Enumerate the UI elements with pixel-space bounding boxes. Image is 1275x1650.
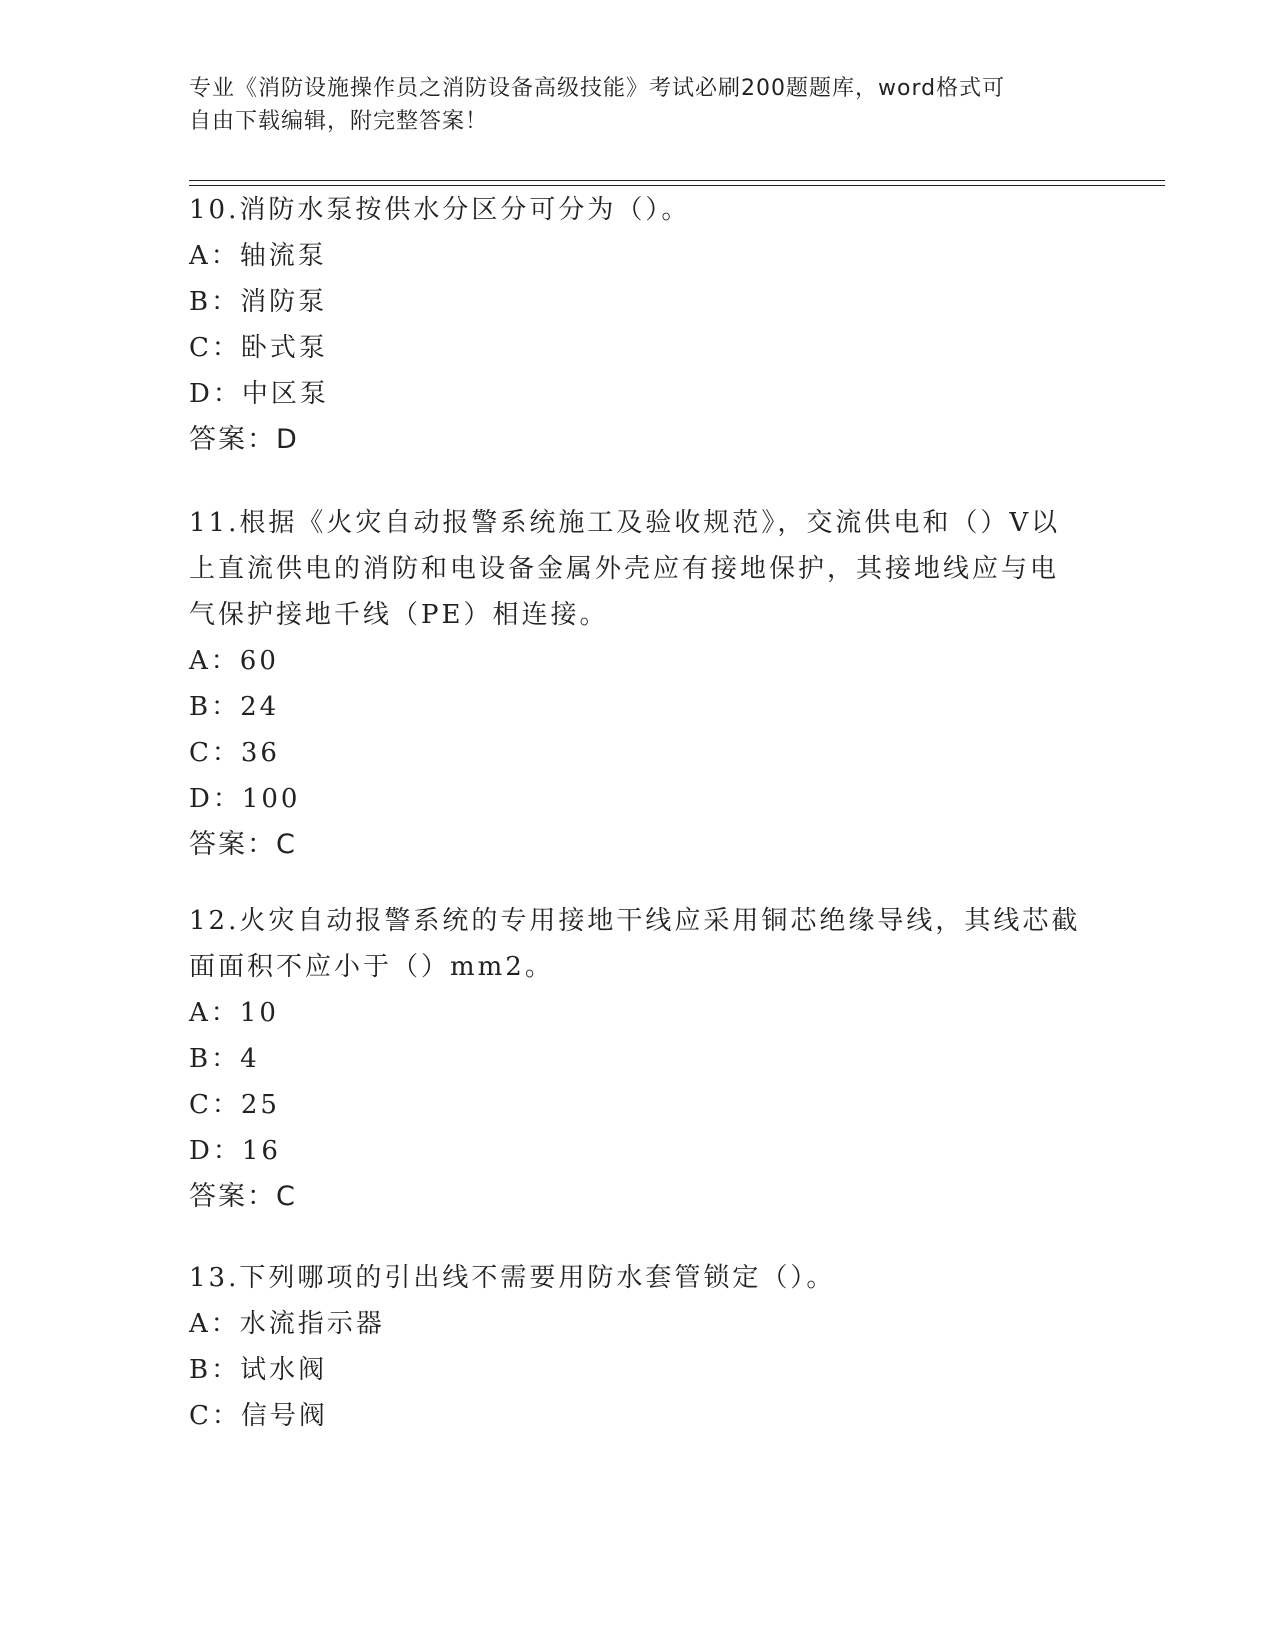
question-stem-line: 面面积不应小于（）mm2。: [189, 952, 554, 982]
header-rule-bottom: [189, 185, 1165, 186]
question-stem-line: 气保护接地千线（PE）相连接。: [189, 600, 609, 630]
option-b: B：24: [189, 692, 280, 722]
question-10: [189, 187, 1089, 463]
question-11: [189, 500, 1089, 868]
question-12: [189, 898, 1089, 1220]
question-stem-line: 上直流供电的消防和电设备金属外壳应有接地保护，其接地线应与电: [189, 554, 1060, 584]
option-b: B：试水阀: [189, 1355, 328, 1385]
option-c: C：卧式泵: [189, 333, 328, 363]
answer-label: 答案：C: [189, 829, 297, 860]
question-stem-line: 12.火灾自动报警系统的专用接地干线应采用铜芯绝缘导线，其线芯截: [189, 906, 1081, 936]
header-line-2: 自由下载编辑，附完整答案！: [189, 109, 489, 134]
option-a: A：轴流泵: [189, 241, 327, 271]
document-header: [189, 72, 1089, 138]
option-a: A：60: [189, 646, 279, 676]
header-rule-top: [189, 180, 1165, 181]
option-b: B：消防泵: [189, 287, 328, 317]
answer-label: 答案：D: [189, 424, 299, 455]
option-b: B：4: [189, 1044, 260, 1074]
question-stem-line: 11.根据《火灾自动报警系统施工及验收规范》，交流供电和（）V以: [189, 508, 1061, 538]
option-d: D：16: [189, 1136, 281, 1166]
option-c: C：25: [189, 1090, 280, 1120]
option-a: A：10: [189, 998, 279, 1028]
question-stem-line: 13.下列哪项的引出线不需要用防水套管锁定（）。: [189, 1263, 836, 1293]
answer-label: 答案：C: [189, 1181, 297, 1212]
option-c: C：信号阀: [189, 1401, 328, 1431]
option-c: C：36: [189, 738, 280, 768]
option-d: D：100: [189, 784, 301, 814]
question-13: [189, 1255, 1089, 1439]
option-d: D：中区泵: [189, 379, 329, 409]
option-a: A：水流指示器: [189, 1309, 385, 1339]
question-stem-line: 10.消防水泵按供水分区分可分为（）。: [189, 195, 691, 225]
header-line-1: 专业《消防设施操作员之消防设备高级技能》考试必刷200题题库，word格式可: [189, 76, 1006, 101]
